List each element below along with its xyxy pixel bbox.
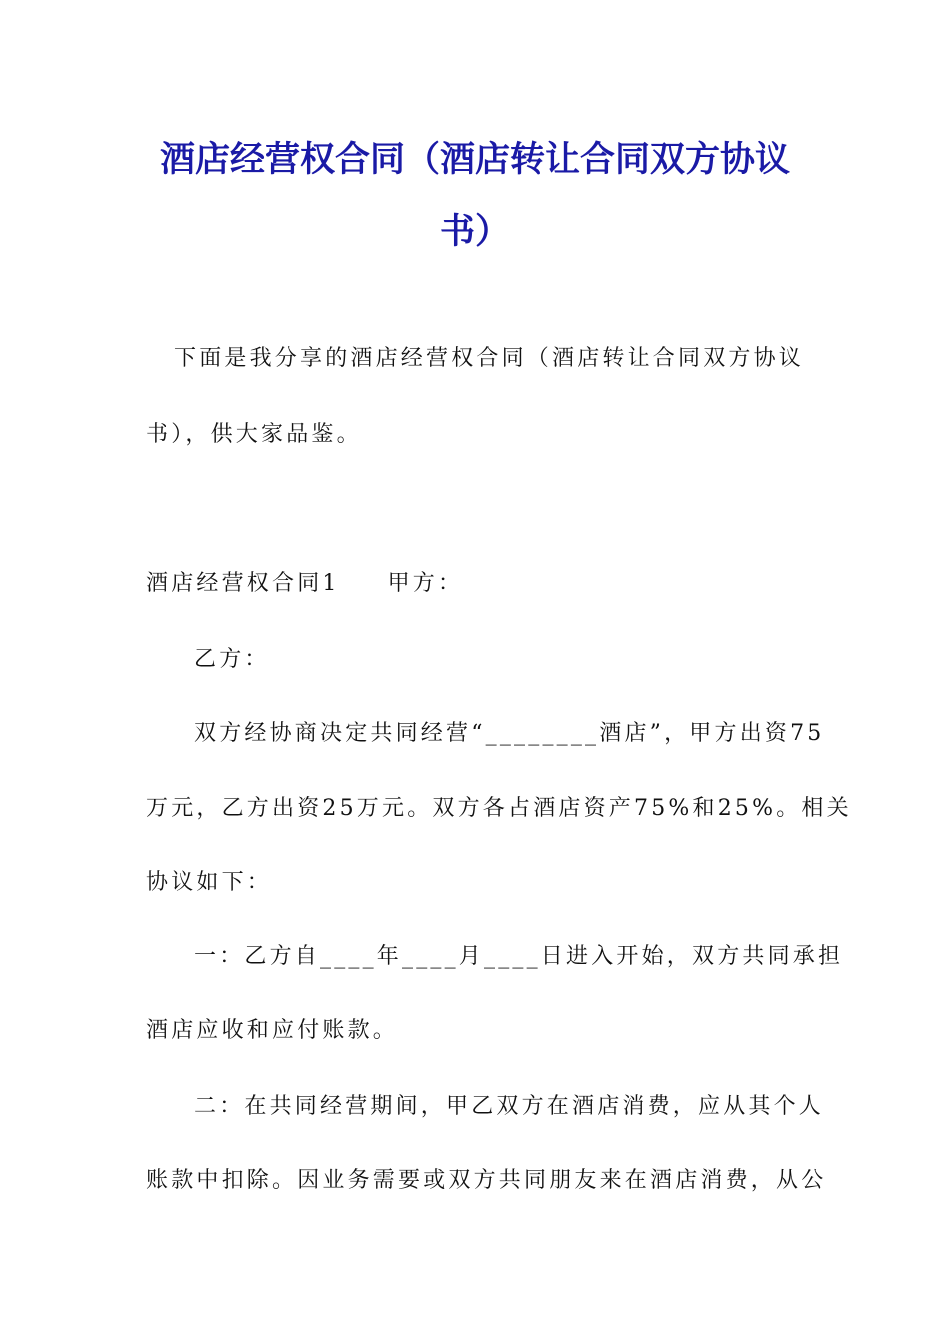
clause-2-line-2: 账款中扣除。因业务需要或双方共同朋友来在酒店消费，从公: [146, 1168, 827, 1193]
contract-heading-row: [146, 569, 463, 599]
document-title-line-1: 酒店经营权合同（酒店转让合同双方协议: [159, 140, 790, 180]
paragraph-1-line-2: 万元，乙方出资25万元。双方各占酒店资产75%和25%。相关: [146, 796, 852, 821]
paragraph-1-line-3: 协议如下：: [146, 870, 273, 895]
clause-1-line-2: 酒店应收和应付账款。: [146, 1018, 399, 1043]
intro-paragraph-line-2: 书），供大家品鉴。: [146, 422, 362, 447]
intro-paragraph-line-1: 下面是我分享的酒店经营权合同（酒店转让合同双方协议: [174, 346, 805, 371]
paragraph-1-line-1: 双方经协商决定共同经营“________酒店”，甲方出资75: [194, 721, 825, 746]
document-title-line-2: 书）: [439, 212, 510, 252]
party-b-label: 乙方：: [194, 647, 270, 672]
clause-1-line-1: 一：乙方自____年____月____日进入开始，双方共同承担: [194, 944, 844, 969]
clause-2-line-1: 二：在共同经营期间，甲乙双方在酒店消费，应从其个人: [194, 1094, 825, 1119]
contract-heading: 酒店经营权合同1: [146, 571, 340, 596]
party-a-label: 甲方：: [387, 571, 464, 596]
